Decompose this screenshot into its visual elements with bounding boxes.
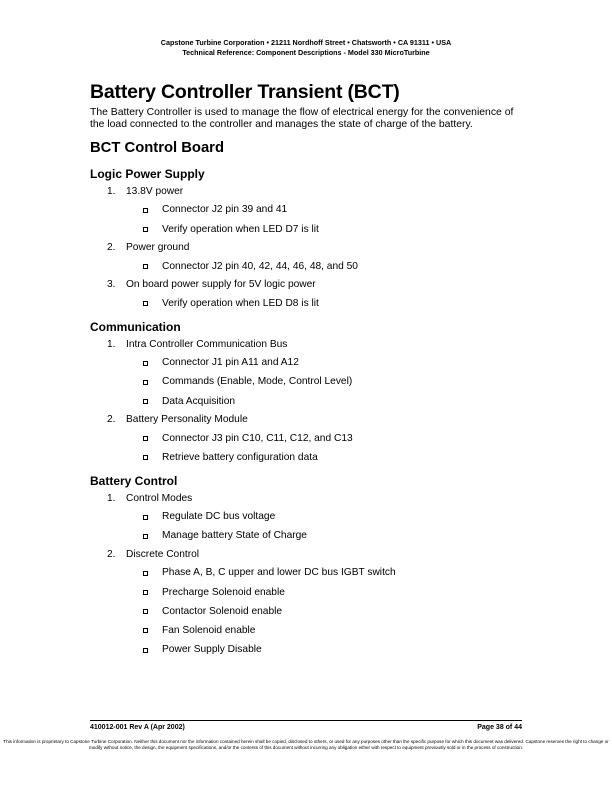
square-bullet-icon: [143, 264, 148, 269]
footer-proprietary-notice: This information is proprietary to Capstone Turbine Corporation. Neither this document nor the information contained herein shall be copied, disclosed to others, or used for any purposes other than the specific purpose for which this document was delivered. Capstone reserves the right to change or modify without notice, the design, the equipment specifications, and/or the contents of this document without incurring any obligation either with respect to equipment previously sold or in the process of construction.: [3, 739, 609, 751]
list-number: 2.: [107, 242, 116, 254]
square-bullet-icon: [143, 380, 148, 385]
page-title: Battery Controller Transient (BCT): [90, 81, 400, 103]
page-header: [0, 38, 612, 58]
bullet-list-item: [90, 621, 530, 640]
bullet-list: [90, 257, 530, 276]
list-number: 2.: [107, 414, 116, 426]
numbered-list-item: [90, 276, 530, 313]
bullet-text: Manage battery State of Charge: [162, 530, 307, 542]
bullet-list-item: [90, 220, 530, 239]
bullet-list-item: [90, 448, 530, 467]
bullet-list-item: [90, 564, 530, 583]
bullet-text: Retrieve battery configuration data: [162, 451, 318, 463]
bullet-text: Connector J3 pin C10, C11, C12, and C13: [162, 432, 353, 444]
bullet-list: [90, 201, 530, 239]
bullet-list-item: [90, 429, 530, 448]
bullet-text: Verify operation when LED D8 is lit: [162, 297, 319, 309]
bullet-list: [90, 508, 530, 546]
list-number: 3.: [107, 279, 116, 291]
subsection-heading: Communication: [90, 319, 181, 334]
bullet-list-item: [90, 201, 530, 220]
numbered-list-item: [90, 183, 530, 239]
bullet-text: Connector J2 pin 39 and 41: [162, 204, 288, 216]
square-bullet-icon: [143, 571, 148, 576]
bullet-list-item: [90, 257, 530, 276]
bullet-text: Connector J2 pin 40, 42, 44, 46, 48, and 50: [162, 260, 358, 272]
bullet-list-item: [90, 373, 530, 392]
bullet-list: [90, 354, 530, 412]
footer-page-number: Page 38 of 44: [477, 724, 522, 731]
footer-doc-id: 410012-001 Rev A (Apr 2002): [90, 724, 185, 731]
list-number: 2.: [107, 548, 116, 560]
square-bullet-icon: [143, 628, 148, 633]
list-item-label: 13.8V power: [126, 185, 184, 197]
square-bullet-icon: [143, 609, 148, 614]
bullet-list-item: [90, 294, 530, 313]
bullet-text: Contactor Solenoid enable: [162, 605, 283, 617]
page-footer: [90, 720, 522, 731]
bullet-list: [90, 564, 530, 660]
square-bullet-icon: [143, 534, 148, 539]
numbered-list: [90, 336, 530, 468]
bullet-list: [90, 294, 530, 313]
numbered-list-item: [90, 546, 530, 660]
list-item-label: Intra Controller Communication Bus: [126, 338, 288, 350]
bullet-list-item: [90, 527, 530, 546]
numbered-list: [90, 490, 530, 660]
square-bullet-icon: [143, 590, 148, 595]
square-bullet-icon: [143, 436, 148, 441]
bullet-list-item: [90, 392, 530, 411]
bullet-list-item: [90, 354, 530, 373]
list-number: 1.: [107, 185, 116, 197]
bullet-text: Verify operation when LED D7 is lit: [162, 223, 319, 235]
list-item-label: Battery Personality Module: [126, 414, 248, 426]
numbered-list-item: [90, 411, 530, 467]
bullet-text: Precharge Solenoid enable: [162, 586, 285, 598]
bullet-text: Commands (Enable, Mode, Control Level): [162, 376, 353, 388]
header-address: Capstone Turbine Corporation • 21211 Nordhoff Street • Chatsworth • CA 91311 • USA: [160, 38, 452, 47]
header-doc-title: Technical Reference: Component Descriptions - Model 330 MicroTurbine: [182, 48, 430, 57]
bullet-text: Regulate DC bus voltage: [162, 511, 276, 523]
square-bullet-icon: [143, 648, 148, 653]
square-bullet-icon: [143, 361, 148, 366]
intro-paragraph: The Battery Controller is used to manage the flow of electrical energy for the convenience of the load connected to the controller and manages the state of charge of the battery.: [90, 107, 514, 131]
bullet-list-item: [90, 583, 530, 602]
bullet-text: Connector J1 pin A11 and A12: [162, 357, 299, 369]
square-bullet-icon: [143, 399, 148, 404]
numbered-list-item: [90, 239, 530, 276]
list-item-label: Power ground: [126, 242, 190, 254]
section-heading: BCT Control Board: [90, 139, 224, 156]
numbered-list: [90, 183, 530, 314]
list-number: 1.: [107, 492, 116, 504]
bullet-list-item: [90, 508, 530, 527]
bullet-list-item: [90, 641, 530, 660]
list-item-label: On board power supply for 5V logic power: [126, 279, 316, 291]
square-bullet-icon: [143, 208, 148, 213]
bullet-text: Fan Solenoid enable: [162, 625, 256, 637]
list-item-label: Discrete Control: [126, 548, 200, 560]
subsection-heading: Battery Control: [90, 473, 178, 488]
square-bullet-icon: [143, 515, 148, 520]
subsection-heading: Logic Power Supply: [90, 166, 205, 181]
numbered-list-item: [90, 336, 530, 412]
bullet-text: Data Acquisition: [162, 395, 236, 407]
bullet-list: [90, 429, 530, 467]
bullet-list-item: [90, 602, 530, 621]
square-bullet-icon: [143, 227, 148, 232]
square-bullet-icon: [143, 301, 148, 306]
numbered-list-item: [90, 490, 530, 546]
bullet-text: Phase A, B, C upper and lower DC bus IGBT switch: [162, 567, 396, 579]
page-content: [90, 80, 530, 660]
list-item-label: Control Modes: [126, 492, 193, 504]
subsections-container: [90, 165, 530, 660]
list-number: 1.: [107, 338, 116, 350]
square-bullet-icon: [143, 455, 148, 460]
bullet-text: Power Supply Disable: [162, 644, 262, 656]
